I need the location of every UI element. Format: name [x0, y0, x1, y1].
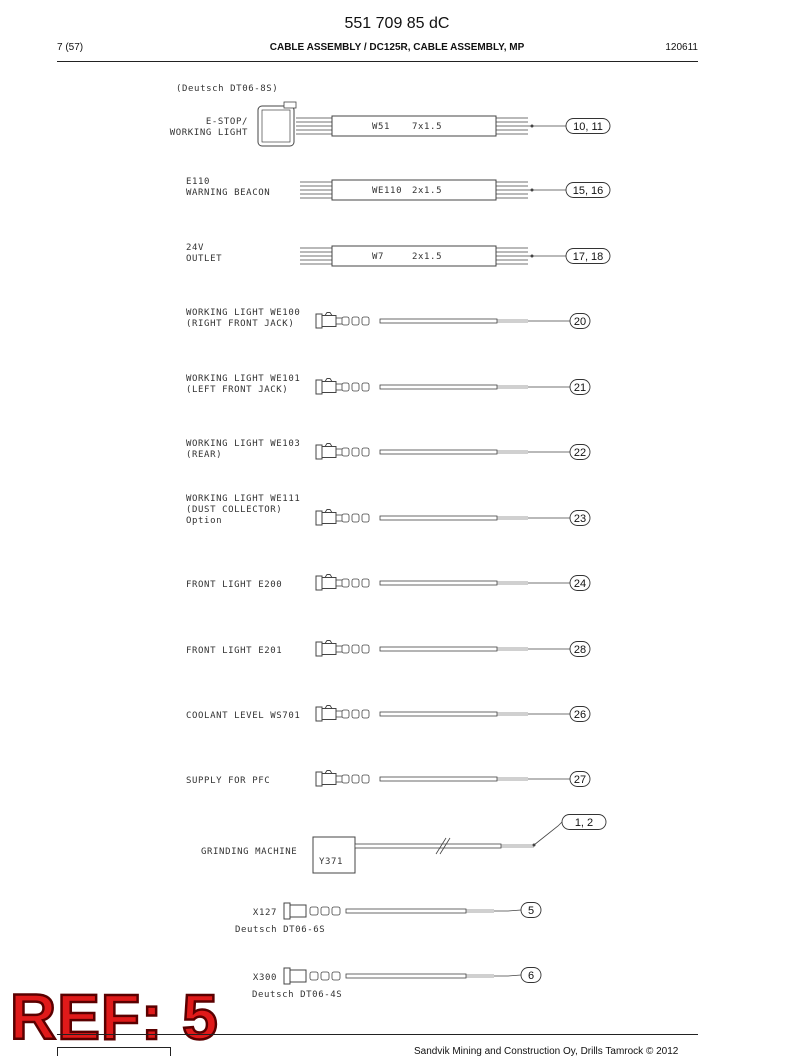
bundle [186, 177, 610, 200]
leader-line [534, 822, 562, 845]
contact [362, 317, 369, 325]
cable-spec: 7x1.5 [412, 122, 443, 132]
connector-face [316, 314, 322, 328]
callout-label: 20 [573, 316, 587, 328]
grinding-layer [201, 815, 606, 874]
contact [342, 645, 349, 653]
callout-label: 10, 11 [573, 121, 603, 133]
contact [362, 383, 369, 391]
connector-body [322, 447, 336, 458]
grinding-label: GRINDING MACHINE [201, 847, 298, 857]
bundle [170, 102, 610, 146]
callout [570, 445, 590, 460]
light-label: FRONT LIGHT E200 [186, 580, 283, 590]
leader-line [494, 910, 521, 911]
callout [570, 576, 590, 591]
cable-spec: 2x1.5 [412, 186, 443, 196]
contact [342, 514, 349, 522]
contact [362, 579, 369, 587]
cable [380, 777, 497, 781]
light-label: WORKING LIGHT WE101 [186, 374, 301, 384]
footer-rule [57, 1034, 698, 1035]
light-cable [186, 494, 590, 526]
callout-label: 26 [573, 709, 587, 721]
contact [321, 972, 329, 980]
contact [342, 579, 349, 587]
page-number: 7 (57) [57, 42, 84, 53]
connector-face [316, 642, 322, 656]
grinding-machine [201, 815, 606, 874]
connector-body [290, 905, 306, 917]
contact [342, 775, 349, 783]
light-label: FRONT LIGHT E201 [186, 646, 283, 656]
contact [352, 317, 359, 325]
connector-face [316, 707, 322, 721]
light-label: Option [186, 516, 223, 526]
connector-body [290, 970, 306, 982]
contact [332, 972, 340, 980]
small-layer [235, 903, 541, 1001]
light-cable [186, 641, 590, 657]
cable [346, 909, 466, 913]
contact [310, 907, 318, 915]
callout-label: 23 [573, 513, 587, 525]
contact [352, 514, 359, 522]
cable [380, 647, 497, 651]
connector-latch [284, 102, 296, 108]
connector-face [316, 380, 322, 394]
light-label: COOLANT LEVEL WS701 [186, 711, 301, 721]
light-label: (REAR) [186, 450, 223, 460]
ref-stamp: REF: 5 [10, 981, 219, 1053]
callout-label: 21 [573, 382, 587, 394]
callout-label: 1, 2 [574, 817, 594, 829]
bundle-label: OUTLET [186, 254, 223, 264]
contact [342, 317, 349, 325]
light-label: WORKING LIGHT WE103 [186, 439, 301, 449]
callout [566, 119, 610, 134]
connector-face [316, 511, 322, 525]
light-cable [186, 374, 590, 395]
light-label: WORKING LIGHT WE111 [186, 494, 301, 504]
light-cable [186, 575, 590, 591]
leader-dot [531, 189, 534, 192]
light-cable [186, 771, 590, 787]
bundle-label: E110 [186, 177, 211, 187]
light-cable [186, 706, 590, 722]
bundle-label: WARNING BEACON [186, 188, 271, 198]
bundle-label: WORKING LIGHT [169, 128, 248, 138]
callout [570, 314, 590, 329]
contact [362, 514, 369, 522]
contact [352, 710, 359, 718]
contact [352, 775, 359, 783]
callout-label: 28 [573, 644, 587, 656]
callout-label: 24 [573, 578, 587, 590]
contact [310, 972, 318, 980]
document-title: CABLE ASSEMBLY / DC125R, CABLE ASSEMBLY, MP [269, 42, 525, 53]
callout [521, 903, 541, 918]
cable [380, 319, 497, 323]
connector-type: Deutsch DT06-6S [235, 925, 326, 935]
connector-body [322, 578, 336, 589]
light-cable [186, 308, 590, 329]
contact [362, 710, 369, 718]
connector-face [284, 968, 290, 984]
cable [380, 581, 497, 585]
contact [362, 448, 369, 456]
contact [362, 775, 369, 783]
bundles-layer [170, 102, 610, 266]
contact [362, 645, 369, 653]
small-connector [235, 903, 541, 936]
leader-dot [531, 255, 534, 258]
connector-face [316, 576, 322, 590]
connector-face [316, 445, 322, 459]
small-connector [252, 968, 541, 1001]
contact [321, 907, 329, 915]
cable [355, 844, 501, 848]
callout [570, 772, 590, 787]
cable [346, 974, 466, 978]
contact [342, 383, 349, 391]
contact [352, 448, 359, 456]
cable-id: W51 [372, 122, 391, 132]
callout [562, 815, 606, 830]
light-label: WORKING LIGHT WE100 [186, 308, 301, 318]
callout [570, 511, 590, 526]
contact [352, 645, 359, 653]
light-cable [186, 439, 590, 460]
light-label: (LEFT FRONT JACK) [186, 385, 289, 395]
top-note: (Deutsch DT06-8S) [176, 84, 279, 94]
document-number: 551 709 85 dC [344, 15, 450, 32]
cable [380, 712, 497, 716]
callout-label: 15, 16 [572, 185, 604, 197]
footer-copyright: Sandvik Mining and Construction Oy, Drills Tamrock © 2012 [414, 1046, 679, 1057]
callout-label: 17, 18 [572, 251, 604, 263]
connector-id: X127 [252, 908, 277, 918]
connector-type: Deutsch DT06-4S [252, 990, 343, 1000]
revision-code: 120611 [665, 42, 698, 53]
cable-id: WE110 [372, 186, 403, 196]
cable-spec: 2x1.5 [412, 252, 443, 262]
connector-body [322, 709, 336, 720]
bundle [186, 243, 610, 266]
grinding-box-id: Y371 [319, 857, 344, 867]
connector-face [316, 772, 322, 786]
light-label: SUPPLY FOR PFC [186, 776, 271, 786]
lights-layer [186, 308, 590, 787]
contact [352, 383, 359, 391]
cable-id: W7 [372, 252, 385, 262]
light-label: (DUST COLLECTOR) [186, 505, 283, 515]
callout-label: 22 [573, 447, 587, 459]
cable [380, 450, 497, 454]
bundle-label: E-STOP/ [205, 117, 248, 127]
callout [570, 707, 590, 722]
connector-body [322, 774, 336, 785]
light-label: (RIGHT FRONT JACK) [186, 319, 295, 329]
connector-body [322, 644, 336, 655]
leader-dot [531, 125, 534, 128]
cable [380, 516, 497, 520]
contact [352, 579, 359, 587]
connector-housing [258, 106, 294, 146]
contact [342, 710, 349, 718]
callout [570, 380, 590, 395]
contact [342, 448, 349, 456]
callout [521, 968, 541, 983]
connector-body [322, 382, 336, 393]
grinding-box [313, 837, 355, 873]
callout [566, 249, 610, 264]
contact [332, 907, 340, 915]
leader-line [494, 975, 521, 976]
connector-face [284, 903, 290, 919]
callout-label: 6 [527, 970, 535, 982]
company-logo [57, 1047, 171, 1056]
bundle-label: 24V [186, 243, 205, 253]
connector-body [322, 316, 336, 327]
connector-body [322, 513, 336, 524]
callout-label: 27 [573, 774, 587, 786]
callout-label: 5 [527, 905, 535, 917]
cable [380, 385, 497, 389]
callout [570, 642, 590, 657]
connector-id: X300 [252, 973, 277, 983]
callout [566, 183, 610, 198]
